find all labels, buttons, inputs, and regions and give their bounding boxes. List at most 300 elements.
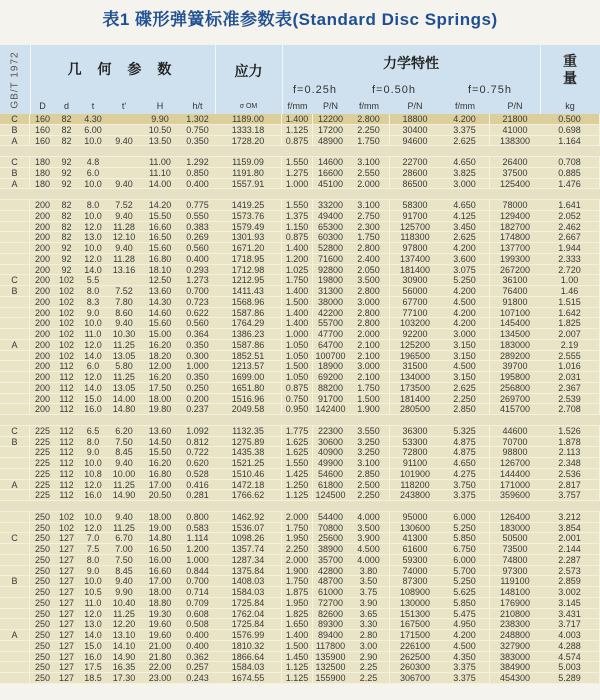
table-cell: 200	[34, 393, 51, 404]
table-cell: 200	[34, 404, 51, 415]
table-cell: 92	[61, 167, 72, 178]
table-cell: 4.288	[540, 641, 600, 651]
table-cell: 0.709	[186, 597, 209, 608]
table-cell: 14.0	[84, 382, 102, 393]
table-cell: 1.750	[348, 232, 390, 242]
table-cell: 3.65	[348, 609, 390, 619]
table-cell: 4.125	[440, 211, 490, 221]
table-cell: 180	[34, 157, 51, 167]
table-row	[0, 179, 600, 190]
table-cell: 14.0	[84, 350, 102, 361]
table-cell: 1.450	[282, 652, 313, 662]
table-cell: 1191.80	[215, 168, 282, 178]
table-cell: 8.0	[86, 554, 100, 565]
table-cell: 5.325	[440, 426, 490, 436]
table-cell: 1.114	[186, 533, 209, 544]
table-cell: 11.0	[84, 597, 102, 608]
table-cell: 415700	[499, 404, 531, 415]
table-cell: 18.00	[148, 393, 172, 404]
table-cell: 4.650	[440, 157, 490, 167]
table-cell: 92	[61, 157, 72, 167]
table-cell: 1.275	[282, 168, 313, 178]
table-cell: 250	[34, 511, 51, 522]
table-cell: 12.0	[84, 221, 102, 232]
table-cell: 64700	[317, 339, 344, 350]
column-header: t	[91, 101, 95, 111]
table-cell: 0.300	[186, 350, 209, 361]
table-cell: 145400	[499, 318, 531, 329]
table-cell: 2.052	[540, 211, 600, 221]
table-cell: 14.00	[112, 393, 136, 404]
table-cell: 16.80	[148, 253, 172, 264]
table-cell: 225	[34, 479, 51, 490]
table-cell: 1375.84	[215, 566, 282, 576]
table-cell: 102	[58, 275, 75, 286]
table-cell: 160	[34, 135, 51, 146]
table-cell: 9.40	[115, 576, 133, 587]
table-cell: 1.092	[186, 425, 209, 436]
table-cell: 9.0	[86, 307, 100, 318]
table-cell: 16.20	[148, 339, 172, 350]
table-cell: 454300	[499, 673, 531, 683]
table-cell: 88200	[317, 382, 344, 393]
table-cell: 65300	[317, 221, 344, 232]
table-row	[0, 168, 600, 179]
table-cell: 269700	[499, 393, 531, 404]
table-cell: 1098.26	[215, 533, 282, 543]
table-cell: 12.0	[84, 479, 102, 490]
table-cell: 2.001	[540, 533, 600, 543]
table-cell: 3.750	[440, 480, 490, 490]
table-cell: 3.150	[440, 351, 490, 361]
grade-cell	[0, 641, 30, 651]
table-cell: 1.46	[540, 286, 600, 296]
table-cell: 3.375	[440, 662, 490, 672]
table-cell: 1.400	[282, 630, 313, 640]
table-cell: 1.164	[540, 136, 600, 146]
table-cell: 0.714	[186, 587, 209, 597]
table-cell: 238300	[499, 619, 531, 630]
grade-cell: C	[0, 114, 30, 124]
table-cell: 1287.34	[215, 555, 282, 565]
table-cell: 1.050	[282, 340, 313, 350]
table-cell: 11.25	[113, 479, 135, 490]
table-cell: 10.0	[84, 576, 102, 587]
table-cell: 0.722	[186, 447, 209, 458]
grade-cell: B	[0, 286, 30, 296]
grade-cell	[0, 254, 30, 264]
table-cell: 3.250	[348, 437, 390, 447]
table-cell: 1.050	[282, 372, 313, 382]
table-cell: 1.125	[282, 125, 313, 135]
table-cell: 2.555	[540, 351, 600, 361]
table-cell: 155900	[315, 673, 346, 683]
table-cell: 2.536	[540, 469, 600, 479]
table-cell: 25600	[317, 533, 344, 544]
table-cell: 200	[34, 296, 51, 307]
table-cell: 2049.58	[215, 404, 282, 414]
table-cell: 8.45	[115, 565, 133, 576]
table-cell: 1587.86	[215, 308, 282, 318]
table-cell: 15.50	[148, 447, 172, 458]
table-cell: 180	[34, 167, 51, 178]
table-cell: 2.90	[348, 652, 390, 662]
table-cell: 9.40	[115, 458, 133, 468]
table-cell: 0.950	[282, 404, 313, 414]
table-row	[0, 275, 600, 286]
table-cell: 11.28	[113, 253, 135, 264]
table-cell: 1386.23	[215, 329, 282, 339]
table-cell: 134000	[399, 372, 431, 382]
table-cell: 6.000	[440, 512, 490, 522]
column-header: P/N	[507, 101, 523, 111]
table-cell: 1.878	[540, 437, 600, 447]
table-cell: 11.25	[113, 339, 135, 350]
table-cell: 14600	[317, 157, 344, 167]
table-cell: 82	[61, 124, 72, 135]
table-cell: 4.200	[440, 308, 490, 318]
table-cell: 1435.38	[215, 447, 282, 457]
table-cell: 2.100	[348, 340, 390, 350]
table-cell: 91800	[502, 296, 528, 307]
table-cell: 1.750	[348, 136, 390, 146]
grade-cell: B	[0, 168, 30, 178]
table-cell: 92	[61, 253, 72, 264]
table-cell: 0.875	[282, 232, 313, 242]
table-cell: 200	[34, 253, 51, 264]
table-cell: 15.50	[148, 210, 172, 221]
table-cell: 0.560	[186, 318, 209, 329]
table-cell: 359600	[499, 490, 531, 501]
table-cell: 1.750	[282, 275, 313, 285]
table-cell: 4.200	[440, 243, 490, 253]
column-header: d	[63, 101, 69, 111]
table-cell: 4.574	[540, 652, 600, 662]
table-cell: 18.80	[148, 597, 172, 608]
table-cell: 31500	[402, 361, 428, 372]
grade-cell	[0, 404, 30, 414]
table-cell: 4.30	[84, 114, 102, 124]
table-cell: 1.302	[186, 114, 209, 124]
f025-header: f=0.25h	[292, 84, 337, 96]
table-row	[0, 114, 600, 125]
table-cell: 3.854	[540, 523, 600, 533]
grade-cell: A	[0, 630, 30, 640]
table-cell: 151300	[399, 608, 431, 619]
table-row	[0, 125, 600, 136]
table-cell: 0.528	[186, 468, 209, 479]
table-cell: 4.875	[440, 447, 490, 457]
table-cell: 0.844	[186, 565, 209, 576]
grade-cell: B	[0, 576, 30, 586]
table-cell: 0.416	[186, 479, 209, 490]
grade-cell	[0, 652, 30, 662]
table-cell: 19.30	[148, 608, 172, 619]
table-cell: 200	[34, 264, 51, 275]
table-cell: 250	[34, 576, 51, 587]
table-row	[0, 641, 600, 652]
table-cell: 1275.89	[215, 437, 282, 447]
table-cell: 11.25	[113, 372, 135, 382]
table-cell: 1.000	[282, 329, 313, 339]
table-cell: 10.8	[84, 468, 102, 479]
table-row	[0, 383, 600, 394]
grade-cell	[0, 490, 30, 500]
table-cell: 6.5	[86, 425, 100, 436]
table-cell: 9.0	[86, 565, 100, 576]
table-cell: 1.650	[282, 619, 313, 629]
table-row	[0, 254, 600, 265]
table-cell: 3.500	[348, 275, 390, 285]
table-cell: 2.100	[348, 372, 390, 382]
table-row	[0, 157, 600, 168]
table-cell: 0.875	[282, 136, 313, 146]
table-cell: 1408.03	[215, 576, 282, 586]
table-cell: 36300	[402, 425, 428, 436]
table-cell: 19.60	[148, 619, 172, 630]
table-cell: 11.28	[113, 221, 135, 232]
table-cell: 137700	[499, 243, 531, 253]
table-cell: 1.400	[282, 308, 313, 318]
table-cell: 31300	[317, 286, 344, 296]
table-cell: 15.60	[148, 243, 172, 253]
table-cell: 5.850	[440, 533, 490, 543]
table-cell: 118300	[400, 232, 430, 243]
table-cell: 3.825	[440, 168, 490, 178]
table-cell: 1725.84	[215, 598, 282, 608]
table-cell: 1510.46	[215, 469, 282, 479]
standard-label	[0, 45, 30, 114]
table-cell: 19.60	[148, 630, 172, 640]
table-cell: 2.100	[348, 351, 390, 361]
table-cell: 11.00	[149, 157, 171, 167]
table-cell: 9.40	[115, 318, 133, 329]
table-cell: 1762.04	[215, 609, 282, 619]
table-cell: 112	[59, 361, 74, 372]
table-cell: 200	[34, 221, 51, 232]
table-cell: 2.250	[440, 394, 490, 404]
table-cell: 127	[58, 640, 75, 651]
table-cell: 10.0	[84, 135, 102, 146]
table-cell: 248800	[499, 630, 531, 640]
table-cell: 1.642	[540, 308, 600, 318]
table-cell: 10.5	[84, 587, 102, 597]
table-cell: 250	[34, 554, 51, 565]
table-cell: 13.60	[148, 425, 172, 436]
table-cell: 16.35	[112, 662, 136, 673]
table-cell: 91700	[317, 393, 344, 404]
table-row	[0, 619, 600, 630]
table-cell: 250	[34, 597, 51, 608]
table-cell: 4.200	[440, 630, 490, 640]
column-header: H	[156, 101, 164, 111]
table-cell: 102	[58, 350, 75, 361]
table-cell: 92	[61, 243, 72, 253]
table-cell: 250	[34, 565, 51, 576]
table-row	[0, 437, 600, 448]
table-cell: 2.144	[540, 544, 600, 554]
grade-cell	[0, 265, 30, 275]
table-cell: 1.750	[348, 383, 390, 393]
table-cell: 0.400	[186, 640, 209, 651]
table-cell: 0.237	[186, 404, 209, 415]
table-cell: 1536.07	[215, 523, 282, 533]
table-cell: 0.875	[282, 383, 313, 393]
table-cell: 61000	[317, 587, 344, 597]
table-cell: 383000	[499, 651, 531, 662]
table-cell: 82	[61, 114, 72, 124]
table-cell: 16.60	[148, 565, 172, 576]
table-cell: 10.50	[148, 124, 172, 135]
table-cell: 12.0	[84, 608, 102, 619]
grade-cell	[0, 351, 30, 361]
table-cell: 8.0	[86, 436, 100, 447]
table-cell: 1.425	[282, 469, 313, 479]
table-cell: 1.016	[540, 361, 600, 371]
table-cell: 3.50	[348, 576, 390, 586]
table-cell: 2.300	[348, 222, 390, 232]
table-cell: 3.000	[440, 179, 490, 189]
table-cell: 142400	[315, 404, 346, 415]
table-cell: 36100	[502, 275, 528, 286]
table-cell: 14.0	[84, 264, 102, 275]
table-cell: 0.750	[282, 394, 313, 404]
grade-cell: A	[0, 480, 30, 490]
table-cell: 52800	[317, 243, 344, 253]
table-cell: 250	[34, 522, 51, 533]
table-cell: 1.273	[186, 275, 209, 286]
table-cell: 3.150	[440, 340, 490, 350]
table-cell: 306700	[399, 673, 431, 683]
table-row	[0, 232, 600, 243]
table-cell: 181400	[399, 393, 431, 404]
table-cell: 30900	[402, 275, 428, 286]
table-cell: 17.00	[148, 576, 172, 587]
table-cell: 1.375	[282, 211, 313, 221]
table-cell: 130000	[399, 597, 431, 608]
table-cell: 4.500	[440, 361, 490, 371]
table-cell: 2.19	[540, 340, 600, 350]
table-cell: 3.500	[348, 523, 390, 533]
table-cell: 135900	[315, 651, 346, 662]
table-cell: 1213.57	[215, 361, 282, 371]
table-cell: 2.367	[540, 383, 600, 393]
table-cell: 58300	[402, 200, 428, 210]
table-cell: 1.625	[282, 437, 313, 447]
table-cell: 0.583	[186, 522, 209, 533]
table-row	[0, 480, 600, 491]
table-cell: 11.25	[113, 608, 135, 619]
table-cell: 3.90	[348, 598, 390, 608]
grade-cell	[0, 469, 30, 479]
table-cell: 2.250	[348, 490, 390, 500]
table-cell: 10.0	[84, 511, 102, 522]
table-cell: 72800	[402, 447, 428, 458]
grade-cell	[0, 447, 30, 457]
table-cell: 15.00	[148, 329, 172, 339]
table-row	[0, 372, 600, 383]
table-cell: 125400	[499, 178, 531, 189]
grade-cell	[0, 372, 30, 382]
table-cell: 171000	[499, 479, 531, 490]
table-cell: 183000	[499, 339, 531, 350]
table-cell: 167500	[399, 619, 431, 630]
table-cell: 0.885	[540, 168, 600, 178]
table-cell: 1.500	[282, 297, 313, 307]
table-cell: 1.250	[282, 480, 313, 490]
table-cell: 132500	[315, 662, 346, 673]
table-cell: 14.80	[148, 533, 172, 544]
table-cell: 77100	[402, 307, 428, 318]
table-cell: 262500	[399, 651, 431, 662]
table-cell: 3.550	[348, 426, 390, 436]
table-cell: 181400	[399, 264, 431, 275]
table-cell: 200	[34, 372, 51, 382]
table-cell: 0.560	[186, 243, 209, 253]
table-cell: 21.00	[148, 640, 172, 651]
table-cell: 171500	[399, 630, 431, 640]
grade-cell	[0, 619, 30, 629]
table-cell: 112	[59, 372, 74, 382]
table-cell: 2.625	[440, 136, 490, 146]
table-cell: 1.515	[540, 297, 600, 307]
table-cell: 226100	[399, 640, 431, 651]
table-cell: 0.269	[186, 232, 209, 243]
table-cell: 7.50	[115, 554, 133, 565]
table-cell: 200	[34, 350, 51, 361]
table-row	[0, 243, 600, 254]
table-cell: 4.950	[440, 619, 490, 629]
table-cell: 0.400	[186, 178, 209, 189]
table-cell: 0.608	[186, 608, 209, 619]
table-cell: 200	[34, 232, 51, 243]
table-cell: 1764.29	[215, 318, 282, 328]
spacer-row	[0, 189, 600, 200]
table-row	[0, 447, 600, 458]
weight-header: 重 量	[563, 53, 577, 86]
table-cell: 7.80	[115, 296, 133, 307]
table-cell: 3.250	[348, 447, 390, 457]
grade-cell: C	[0, 275, 30, 285]
column-header: t'	[121, 101, 127, 111]
table-cell: 3.75	[348, 587, 390, 597]
table-cell: 92200	[402, 329, 428, 339]
table-cell: 41300	[402, 533, 428, 544]
grade-cell	[0, 308, 30, 318]
table-cell: 7.5	[86, 544, 100, 554]
table-cell: 17.5	[84, 662, 102, 673]
table-cell: 1.550	[282, 157, 313, 167]
table-cell: 225	[34, 458, 51, 468]
table-cell: 127	[58, 630, 75, 640]
column-header: P/N	[407, 101, 423, 111]
table-cell: 22300	[317, 425, 344, 436]
grade-cell: C	[0, 426, 30, 436]
table-cell: 3.375	[440, 125, 490, 135]
grade-cell	[0, 609, 30, 619]
table-cell: 2.625	[440, 232, 490, 242]
table-cell: 50500	[502, 533, 528, 544]
table-cell: 1573.76	[215, 211, 282, 221]
table-cell: 8.60	[115, 307, 133, 318]
table-cell: 7.52	[115, 286, 133, 296]
grade-cell	[0, 243, 30, 253]
table-cell: 8.0	[86, 286, 100, 296]
table-row	[0, 598, 600, 609]
table-cell: 70800	[317, 522, 344, 533]
table-cell	[108, 275, 140, 285]
table-cell: 1333.18	[215, 125, 282, 135]
